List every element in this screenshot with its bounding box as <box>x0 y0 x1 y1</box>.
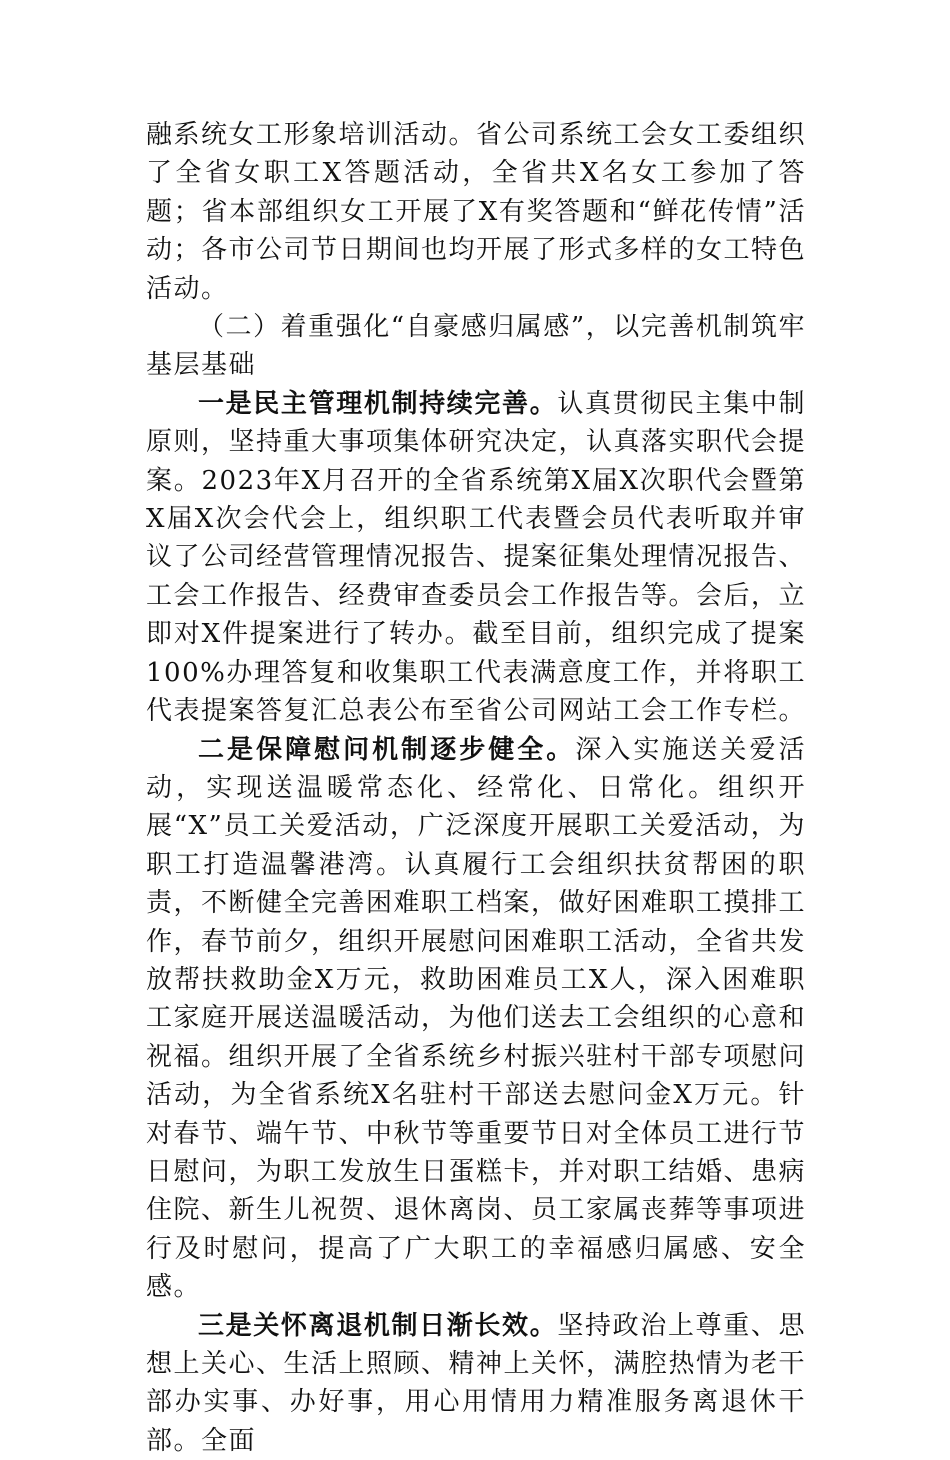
paragraph-lead: 一是民主管理机制持续完善。 <box>198 388 558 419</box>
document-page <box>146 116 806 1460</box>
paragraph-body: 坚持政治上尊重、思想上关心、生活上照顾、精神上关怀，满腔热情为老干部办实事、办好事，用心用情用力精准服务离退休干部。全面 <box>146 1310 807 1456</box>
paragraph-democratic-management <box>146 385 806 731</box>
paragraph-lead: 三是关怀离退机制日渐长效。 <box>198 1310 558 1341</box>
section-heading <box>146 308 806 385</box>
paragraph-lead: 二是保障慰问机制逐步健全。 <box>198 734 576 765</box>
paragraph-continued <box>146 116 806 308</box>
paragraph-body: 融系统女工形象培训活动。省公司系统工会女工委组织了全省女职工X答题活动，全省共X名女工参加了答题；省本部组织女工开展了X有奖答题和“鲜花传情”活动；各市公司节日期间也均开展了形式多样的女工特色活动。 <box>146 120 807 304</box>
section-heading-text: （二）着重强化“自豪感归属感”，以完善机制筑牢基层基础 <box>146 312 806 381</box>
paragraph-retiree-care <box>146 1307 806 1460</box>
paragraph-care-mechanism <box>146 731 806 1307</box>
paragraph-body: 认真贯彻民主集中制原则，坚持重大事项集体研究决定，认真落实职代会提案。2023年X月召开的全省系统第X届X次职代会暨第X届X次会代会上，组织职工代表暨会员代表听取并审议了公司经营管理情况报告、提案征集处理情况报告、工会工作报告、经费审查委员会工作报告等。会后，立即对X件提案进行了转办。截至目前，组织完成了提案100%办理答复和收集职工代表满意度工作，并将职工代表提案答复汇总表公布至省公司网站工会工作专栏。 <box>146 388 807 727</box>
paragraph-body: 深入实施送关爱活动，实现送温暖常态化、经常化、日常化。组织开展“X”员工关爱活动，广泛深度开展职工关爱活动，为职工打造温馨港湾。认真履行工会组织扶贫帮困的职责，不断健全完善困难职工档案，做好困难职工摸排工作，春节前夕，组织开展慰问困难职工活动，全省共发放帮扶救助金X万元，救助困难员工X人，深入困难职工家庭开展送温暖活动，为他们送去工会组织的心意和祝福。组织开展了全省系统乡村振兴驻村干部专项慰问活动，为全省系统X名驻村干部送去慰问金X万元。针对春节、端午节、中秋节等重要节日对全体员工进行节日慰问，为职工发放生日蛋糕卡，并对职工结婚、患病住院、新生儿祝贺、退休离岗、员工家属丧葬等事项进行及时慰问，提高了广大职工的幸福感归属感、安全感。 <box>146 734 807 1303</box>
